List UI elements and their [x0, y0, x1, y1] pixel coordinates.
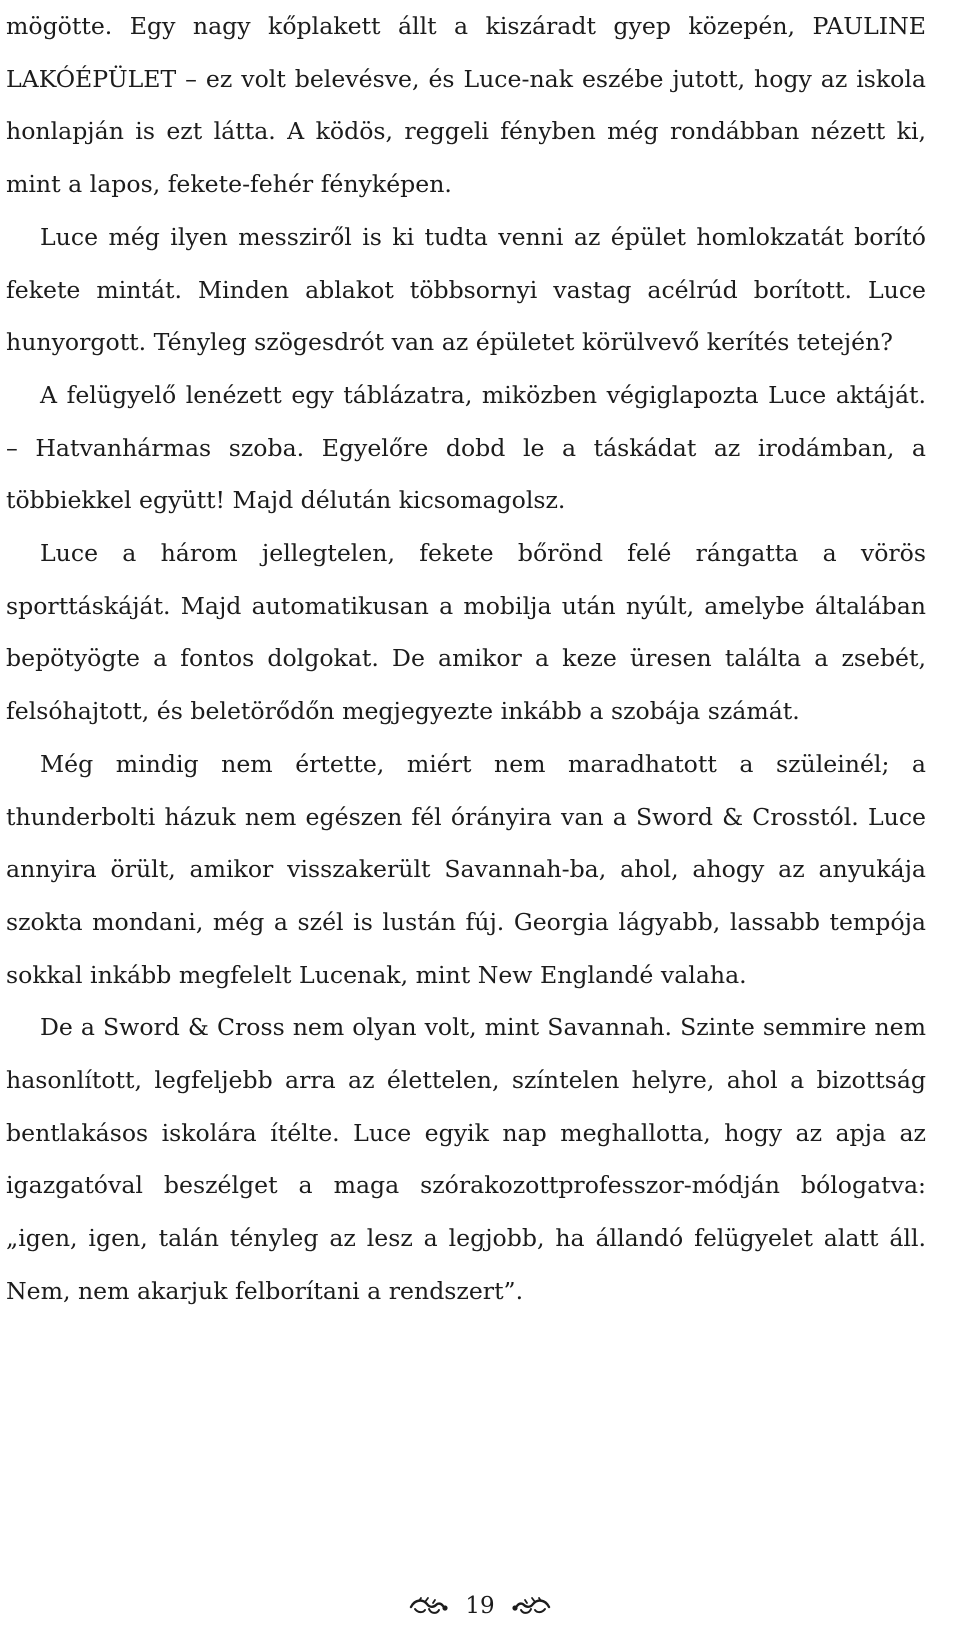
paragraph-2: Luce még ilyen messziről is ki tudta venni az épület homlokzatát borító fekete mintát. Minden ablakot többsornyi vastag acélrúd borított. Luce hunyorgott. Tényleg szögesdrót van az épületet körülvevő kerítés tetején?	[6, 222, 926, 357]
book-page-body	[6, 0, 926, 1318]
fleuron-left-icon	[409, 1595, 451, 1617]
page-number: 19	[465, 1593, 495, 1619]
paragraph-4: Luce a három jellegtelen, fekete bőrönd felé rángatta a vörös sporttáskáját. Majd automatikusan a mobilja után nyúlt, amelybe általában bepötyögte a fontos dolgokat. De amikor a keze üresen találta a zsebét, felsóhajtott, és beletörődőn megjegyezte inkább a szobája számát.	[6, 539, 926, 726]
paragraph-5: Még mindig nem értette, miért nem maradhatott a szüleinél; a thunderbolti házuk nem egészen fél órányira van a Sword & Crosstól. Luce annyira örült, amikor visszakerült Savannah-ba, ahol, ahogy az anyukája szokta mondani, még a szél is lustán fúj. Georgia lágyabb, lassabb tempója sokkal inkább megfelelt Lucenak, mint New Englandé valaha.	[6, 749, 926, 989]
paragraph-3: A felügyelő lenézett egy táblázatra, miközben végiglapozta Luce aktáját. – Hatvanhármas szoba. Egyelőre dobd le a táskádat az irodámban, a többiekkel együtt! Majd délután kicsomagolsz.	[6, 380, 926, 515]
paragraph-6: De a Sword & Cross nem olyan volt, mint Savannah. Szinte semmire nem hasonlított, legfeljebb arra az élettelen, színtelen helyre, ahol a bizottság bentlakásos iskolára ítélte. Luce egyik nap meghallotta, hogy az apja az igazgatóval beszélget a maga szórakozottprofesszor-módján bólogatva: „igen, igen, talán tényleg az lesz a legjobb, ha állandó felügyelet alatt áll. Nem, nem akarjuk felborítani a rendszert”.	[6, 1013, 926, 1305]
paragraph-1: mögötte. Egy nagy kőplakett állt a kiszáradt gyep közepén, PAULINE LAKÓÉPÜLET – ez volt belevésve, és Luce-nak eszébe jutott, hogy az iskola honlapján is ezt látta. A ködös, reggeli fényben még rondábban nézett ki, mint a lapos, fekete-fehér fényképen.	[6, 12, 926, 199]
fleuron-right-icon	[509, 1595, 551, 1617]
page-footer	[0, 1588, 960, 1624]
